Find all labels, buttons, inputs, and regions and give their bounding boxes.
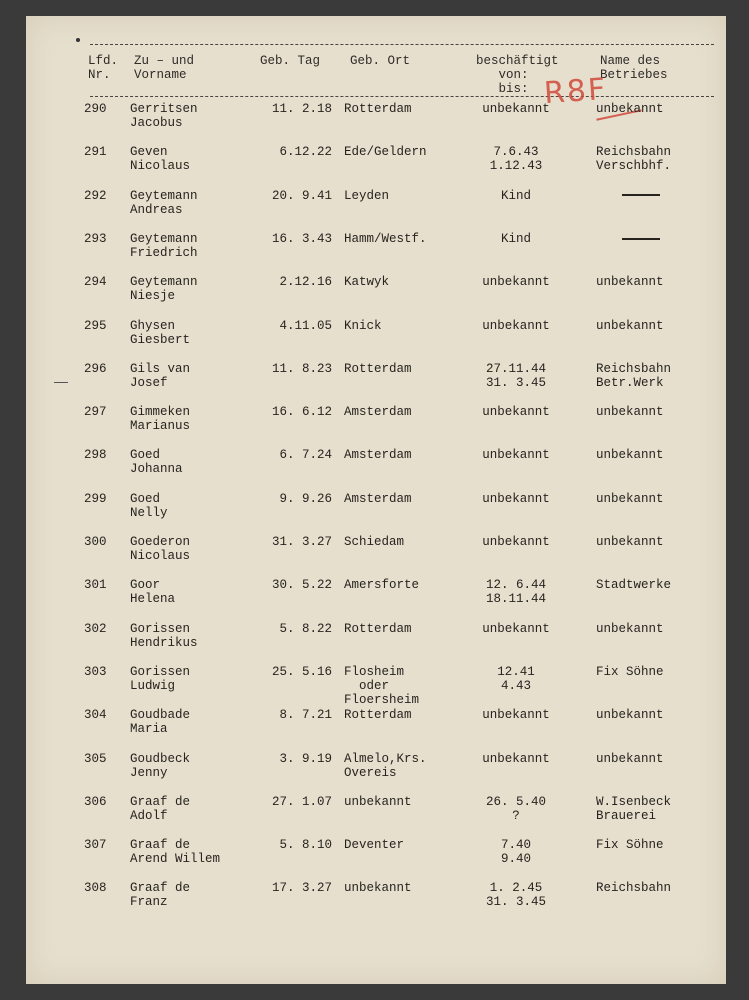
entry-birth-place: Rotterdam <box>344 361 412 376</box>
entry-birth-place: Amsterdam <box>344 491 412 506</box>
header-company: Name des Betriebes <box>600 54 668 82</box>
entry-company <box>596 232 660 246</box>
table-row <box>26 362 726 406</box>
entry-employed-period: unbekannt <box>482 318 550 333</box>
entry-birth-place: Amersforte <box>344 578 420 593</box>
entry-employed-period: unbekannt <box>482 491 550 506</box>
header-employed: beschäftigt von: bis: <box>476 54 559 96</box>
entry-company: unbekannt <box>596 621 664 636</box>
entry-birth-date: 4.11.05 <box>279 318 332 333</box>
entry-name: Goed Johanna <box>130 448 183 477</box>
entry-birth-date: 17. 3.27 <box>271 881 332 896</box>
entry-employed-period: 7.6.43 1.12.43 <box>489 145 543 174</box>
entry-employed-period: unbekannt <box>482 621 550 636</box>
entry-employed-period: 12. 6.44 18.11.44 <box>485 578 546 607</box>
entry-birth-date: 16. 3.43 <box>271 231 332 246</box>
entry-company: unbekannt <box>596 275 664 290</box>
entry-employed-period: unbekannt <box>482 448 550 463</box>
entry-birth-place: Hamm/Westf. <box>344 231 427 246</box>
table-row <box>26 665 726 709</box>
entry-number: 300 <box>84 535 107 549</box>
table-row <box>26 319 726 363</box>
entry-name: Ghysen Giesbert <box>130 318 191 347</box>
entry-employed-period: unbekannt <box>482 535 550 549</box>
header-birth-place: Geb. Ort <box>350 54 411 68</box>
entry-employed-period: unbekannt <box>482 405 550 420</box>
entry-employed-period: 1. 2.45 31. 3.45 <box>485 881 546 910</box>
table-row <box>26 405 726 449</box>
entry-birth-place: Katwyk <box>344 275 390 290</box>
entry-number: 299 <box>84 491 107 506</box>
entry-birth-date: 5. 8.22 <box>279 621 332 636</box>
empty-dash <box>622 194 660 196</box>
header-lfd-nr: Lfd. Nr. <box>88 54 119 82</box>
entry-birth-place: Almelo,Krs. Overeis <box>344 751 427 780</box>
entry-company: unbekannt <box>596 491 664 506</box>
entry-name: Gerritsen Jacobus <box>130 102 198 130</box>
entry-birth-place: Schiedam <box>344 535 405 549</box>
entry-number: 308 <box>84 881 107 896</box>
entry-company: Reichsbahn <box>596 881 672 896</box>
entry-company: Fix Söhne <box>596 664 664 679</box>
entry-birth-date: 25. 5.16 <box>271 664 332 679</box>
entry-number: 293 <box>84 231 107 246</box>
entry-birth-place: Amsterdam <box>344 448 412 463</box>
entry-number: 302 <box>84 621 107 636</box>
table-row <box>26 448 726 492</box>
entry-number: 305 <box>84 751 107 766</box>
entry-employed-period: 7.40 9.40 <box>500 838 531 867</box>
entry-birth-date: 31. 3.27 <box>271 535 332 549</box>
entry-birth-place: Rotterdam <box>344 621 412 636</box>
entry-birth-place: Rotterdam <box>344 708 412 723</box>
entry-company: unbekannt <box>596 405 664 420</box>
entry-birth-date: 11. 8.23 <box>271 361 332 376</box>
table-row <box>26 275 726 319</box>
entry-birth-place: Ede/Geldern <box>344 145 427 160</box>
entry-name: Graaf de Adolf <box>130 794 191 823</box>
entry-employed-period: 27.11.44 31. 3.45 <box>485 361 546 390</box>
entry-birth-place: Flosheim oder Floersheim <box>344 664 420 707</box>
entry-name: Geytemann Friedrich <box>130 231 198 260</box>
entry-birth-date: 6.12.22 <box>279 145 332 160</box>
entry-number: 297 <box>84 405 107 420</box>
table-row <box>26 881 726 925</box>
entry-employed-period: Kind <box>500 231 531 246</box>
entry-number: 290 <box>84 102 107 116</box>
entry-company: unbekannt <box>596 102 664 116</box>
table-row <box>26 578 726 622</box>
entry-number: 307 <box>84 838 107 853</box>
entry-name: Geytemann Niesje <box>130 275 198 304</box>
entry-name: Gorissen Hendrikus <box>130 621 198 650</box>
entry-number: 304 <box>84 708 107 723</box>
table-row <box>26 232 726 276</box>
entry-name: Graaf de Franz <box>130 881 191 910</box>
entry-birth-place: Amsterdam <box>344 405 412 420</box>
entry-birth-date: 3. 9.19 <box>279 751 332 766</box>
entry-number: 291 <box>84 145 107 160</box>
entry-name: Geven Nicolaus <box>130 145 191 174</box>
entry-employed-period: unbekannt <box>482 708 550 723</box>
entry-name: Goudbade Maria <box>130 708 191 737</box>
entry-company: unbekannt <box>596 751 664 766</box>
entry-birth-place: Leyden <box>344 188 390 203</box>
entry-company: Reichsbahn Verschbhf. <box>596 145 672 174</box>
entry-birth-date: 5. 8.10 <box>279 838 332 853</box>
entry-company <box>596 189 660 203</box>
entry-birth-date: 16. 6.12 <box>271 405 332 420</box>
entry-name: Gimmeken Marianus <box>130 405 191 434</box>
entry-birth-place: unbekannt <box>344 881 412 896</box>
entry-birth-date: 30. 5.22 <box>271 578 332 593</box>
entry-employed-period: Kind <box>500 188 531 203</box>
entry-birth-date: 20. 9.41 <box>271 188 332 203</box>
entry-company: unbekannt <box>596 318 664 333</box>
entry-number: 295 <box>84 318 107 333</box>
entry-name: Goederon Nicolaus <box>130 535 191 563</box>
table-row <box>26 838 726 882</box>
entry-company: Reichsbahn Betr.Werk <box>596 361 672 390</box>
entry-name: Goed Nelly <box>130 491 168 520</box>
entry-name: Goor Helena <box>130 578 176 607</box>
entry-company: unbekannt <box>596 535 664 549</box>
entry-birth-date: 11. 2.18 <box>271 102 332 116</box>
table-row <box>26 535 726 579</box>
document-page <box>26 16 726 984</box>
table-row <box>26 795 726 839</box>
table-row <box>26 145 726 189</box>
empty-dash <box>622 238 660 240</box>
entry-birth-date: 6. 7.24 <box>279 448 332 463</box>
entry-number: 296 <box>84 361 107 376</box>
entry-number: 294 <box>84 275 107 290</box>
table-row <box>26 622 726 666</box>
table-row <box>26 189 726 233</box>
entry-birth-place: Rotterdam <box>344 102 412 116</box>
entry-birth-place: unbekannt <box>344 794 412 809</box>
header-rule <box>90 96 714 97</box>
entry-number: 292 <box>84 188 107 203</box>
entry-employed-period: unbekannt <box>482 275 550 290</box>
entry-employed-period: unbekannt <box>482 751 550 766</box>
header-name: Zu – und Vorname <box>134 54 195 82</box>
top-rule <box>90 44 714 45</box>
entry-birth-place: Knick <box>344 318 382 333</box>
punch-mark <box>76 38 80 42</box>
entry-birth-place: Deventer <box>344 838 405 853</box>
entry-birth-date: 27. 1.07 <box>271 794 332 809</box>
entry-company: Fix Söhne <box>596 838 664 853</box>
entry-name: Geytemann Andreas <box>130 188 198 217</box>
entry-name: Gorissen Ludwig <box>130 664 191 693</box>
entry-company: unbekannt <box>596 448 664 463</box>
entry-employed-period: unbekannt <box>482 102 550 116</box>
entry-employed-period: 26. 5.40 ? <box>485 794 546 823</box>
entry-company: W.Isenbeck Brauerei <box>596 794 672 823</box>
entry-number: 306 <box>84 794 107 809</box>
table-row <box>26 492 726 536</box>
header-birth-date: Geb. Tag <box>260 54 321 68</box>
entry-number: 303 <box>84 664 107 679</box>
table-row <box>26 708 726 752</box>
entry-name: Goudbeck Jenny <box>130 751 191 780</box>
entry-employed-period: 12.41 4.43 <box>497 664 535 693</box>
table-row <box>26 752 726 796</box>
entry-name: Gils van Josef <box>130 361 191 390</box>
entry-birth-date: 9. 9.26 <box>279 491 332 506</box>
entry-birth-date: 2.12.16 <box>279 275 332 290</box>
entry-number: 301 <box>84 578 107 593</box>
entry-number: 298 <box>84 448 107 463</box>
table-row <box>26 102 726 146</box>
entry-birth-date: 8. 7.21 <box>279 708 332 723</box>
entry-company: Stadtwerke <box>596 578 672 593</box>
entry-company: unbekannt <box>596 708 664 723</box>
entry-name: Graaf de Arend Willem <box>130 838 221 867</box>
red-stamp-mark: R8F <box>542 71 609 112</box>
